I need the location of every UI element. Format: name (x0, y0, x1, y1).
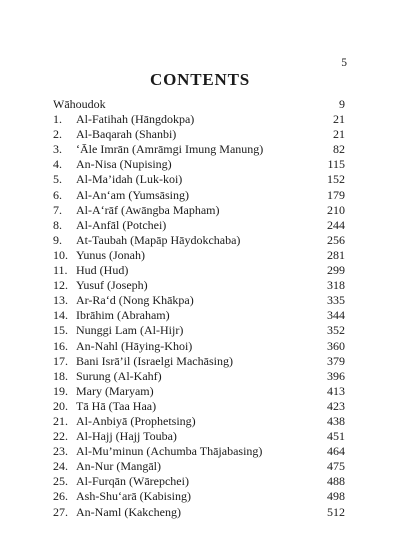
toc-entry-label: Al-Mu’minun (Achumba Thājabasing) (76, 444, 263, 459)
toc-entry-page: 438 (327, 413, 345, 428)
toc-entry (53, 188, 345, 203)
toc-entry-label: An-Nur (Mangāl) (76, 459, 161, 474)
toc-entry-number: 7. (53, 202, 62, 217)
toc-entry-page: 488 (327, 474, 345, 489)
toc-entry (53, 263, 345, 278)
toc-entry-label: Bani Isrā’il (Israelgi Machāsing) (76, 353, 233, 368)
toc-entry-label: An-Nahl (Hāying-Khoi) (76, 338, 193, 353)
toc-entry (53, 489, 345, 504)
toc-entry-label: Al-Baqarah (Shanbi) (76, 127, 177, 142)
toc-entry-label: Ash-Shu‘arā (Kabising) (76, 489, 191, 504)
toc-entry (53, 172, 345, 187)
toc-entry-label: Al-Anbiyā (Prophetsing) (76, 413, 196, 428)
toc-entry-number: 5. (53, 172, 62, 187)
toc-entry-label: ʻĀle Imrān (Amrāmgi Imung Manung) (76, 142, 264, 157)
toc-entry-page: 423 (327, 398, 345, 413)
toc-entry-label: Al-Furqān (Wārepchei) (76, 474, 189, 489)
toc-entry-number: 24. (53, 459, 68, 474)
toc-entry-page: 396 (327, 368, 345, 383)
toc-entry-page: 281 (327, 247, 345, 262)
toc-entry-page: 464 (327, 444, 345, 459)
toc-entry (53, 218, 345, 233)
toc-entry (53, 339, 345, 354)
toc-entry-label: Al-Hajj (Hajj Touba) (76, 429, 177, 444)
toc-entry (53, 142, 345, 157)
toc-entry (53, 369, 345, 384)
page-number: 5 (341, 57, 347, 69)
toc-entry-page: 21 (333, 127, 345, 142)
toc-entry (53, 444, 345, 459)
toc-entry (53, 127, 345, 142)
toc-entry (53, 203, 345, 218)
toc-entry (53, 248, 345, 263)
toc-entry (53, 112, 345, 127)
toc-entry-label: Yunus (Jonah) (76, 247, 145, 262)
toc-entry-page: 451 (327, 429, 345, 444)
toc-entry-page: 256 (327, 232, 345, 247)
toc-entry-number: 16. (53, 338, 68, 353)
toc-entry-number: 3. (53, 142, 62, 157)
toc-entry-label: Al-Anfāl (Potchei) (76, 217, 167, 232)
toc-entry-page: 179 (327, 187, 345, 202)
toc-entry-label: Surung (Al-Kahf) (76, 368, 162, 383)
toc-entry (53, 474, 345, 489)
toc-entry (53, 323, 345, 338)
toc-entry-number: 11. (53, 263, 68, 278)
toc-entry-number: 15. (53, 323, 68, 338)
toc-entry-page: 335 (327, 293, 345, 308)
toc-entry-page: 318 (327, 278, 345, 293)
toc-entry-page: 82 (333, 142, 345, 157)
toc-entry-label: An-Naml (Kakcheng) (76, 504, 181, 519)
toc-entry-label: Ar-Ra‘d (Nong Khākpa) (76, 293, 194, 308)
toc-entry-number: 18. (53, 368, 68, 383)
toc-entry-page: 299 (327, 263, 345, 278)
toc-entry-number: 26. (53, 489, 68, 504)
table-of-contents (53, 97, 345, 520)
toc-entry-number: 22. (53, 429, 68, 444)
toc-entry-page: 379 (327, 353, 345, 368)
toc-entry (53, 278, 345, 293)
toc-entry (53, 384, 345, 399)
toc-entry-number: 2. (53, 127, 62, 142)
toc-entry-page: 512 (327, 504, 345, 519)
toc-entry-label: At-Taubah (Mapāp Hāydokchaba) (76, 232, 241, 247)
toc-entry-label: Tā Hā (Taa Haa) (76, 398, 157, 413)
toc-entry-label: Mary (Maryam) (76, 383, 154, 398)
toc-entry-page: 210 (327, 202, 345, 217)
page-title: CONTENTS (150, 70, 250, 89)
toc-entry (53, 354, 345, 369)
toc-entry-number: 23. (53, 444, 68, 459)
toc-entry-number: 19. (53, 383, 68, 398)
toc-entry-label: Yusuf (Joseph) (76, 278, 148, 293)
toc-entry-page: 498 (327, 489, 345, 504)
toc-entry-label: Al-Fatihah (Hāngdokpa) (76, 112, 195, 127)
toc-entry (53, 414, 345, 429)
toc-entry (53, 293, 345, 308)
toc-entry-intro (53, 97, 345, 112)
toc-entry-number: 9. (53, 232, 62, 247)
toc-entry (53, 233, 345, 248)
toc-entry (53, 429, 345, 444)
toc-entry-number: 25. (53, 474, 68, 489)
toc-entry-number: 6. (53, 187, 62, 202)
toc-entry-number: 8. (53, 217, 62, 232)
toc-entry-page: 244 (327, 217, 345, 232)
toc-entry-page: 21 (333, 112, 345, 127)
toc-entry (53, 157, 345, 172)
toc-entry-number: 10. (53, 247, 68, 262)
toc-entry-page: 152 (327, 172, 345, 187)
toc-entry (53, 308, 345, 323)
toc-entry-label: Nunggi Lam (Al-Hijr) (76, 323, 184, 338)
toc-entry-number: 12. (53, 278, 68, 293)
toc-entry-label: Wāhoudok (53, 97, 106, 111)
toc-entry-number: 4. (53, 157, 62, 172)
toc-entry-number: 27. (53, 504, 68, 519)
toc-entry-label: Hud (Hud) (76, 263, 129, 278)
toc-entry (53, 399, 345, 414)
toc-entry-label: An-Nisa (Nupising) (76, 157, 172, 172)
toc-entry (53, 505, 345, 520)
toc-entry-page: 9 (339, 97, 345, 111)
toc-entry-number: 17. (53, 353, 68, 368)
toc-entry-number: 13. (53, 293, 68, 308)
toc-entry-number: 20. (53, 398, 68, 413)
toc-entry-label: Al-A‘rāf (Awāngba Mapham) (76, 202, 220, 217)
toc-entry-number: 14. (53, 308, 68, 323)
toc-entry-label: Ibrāhim (Abraham) (76, 308, 170, 323)
toc-entry-page: 115 (327, 157, 345, 172)
toc-entry-page: 352 (327, 323, 345, 338)
toc-entry-label: Al-An‘am (Yumsāsing) (76, 187, 189, 202)
toc-entry-page: 413 (327, 383, 345, 398)
toc-entry-label: Al-Ma’idah (Luk-koi) (76, 172, 183, 187)
toc-entry-number: 1. (53, 112, 62, 127)
toc-entry-number: 21. (53, 413, 68, 428)
toc-entry (53, 459, 345, 474)
toc-entry-page: 344 (327, 308, 345, 323)
toc-entry-page: 360 (327, 338, 345, 353)
toc-entry-page: 475 (327, 459, 345, 474)
